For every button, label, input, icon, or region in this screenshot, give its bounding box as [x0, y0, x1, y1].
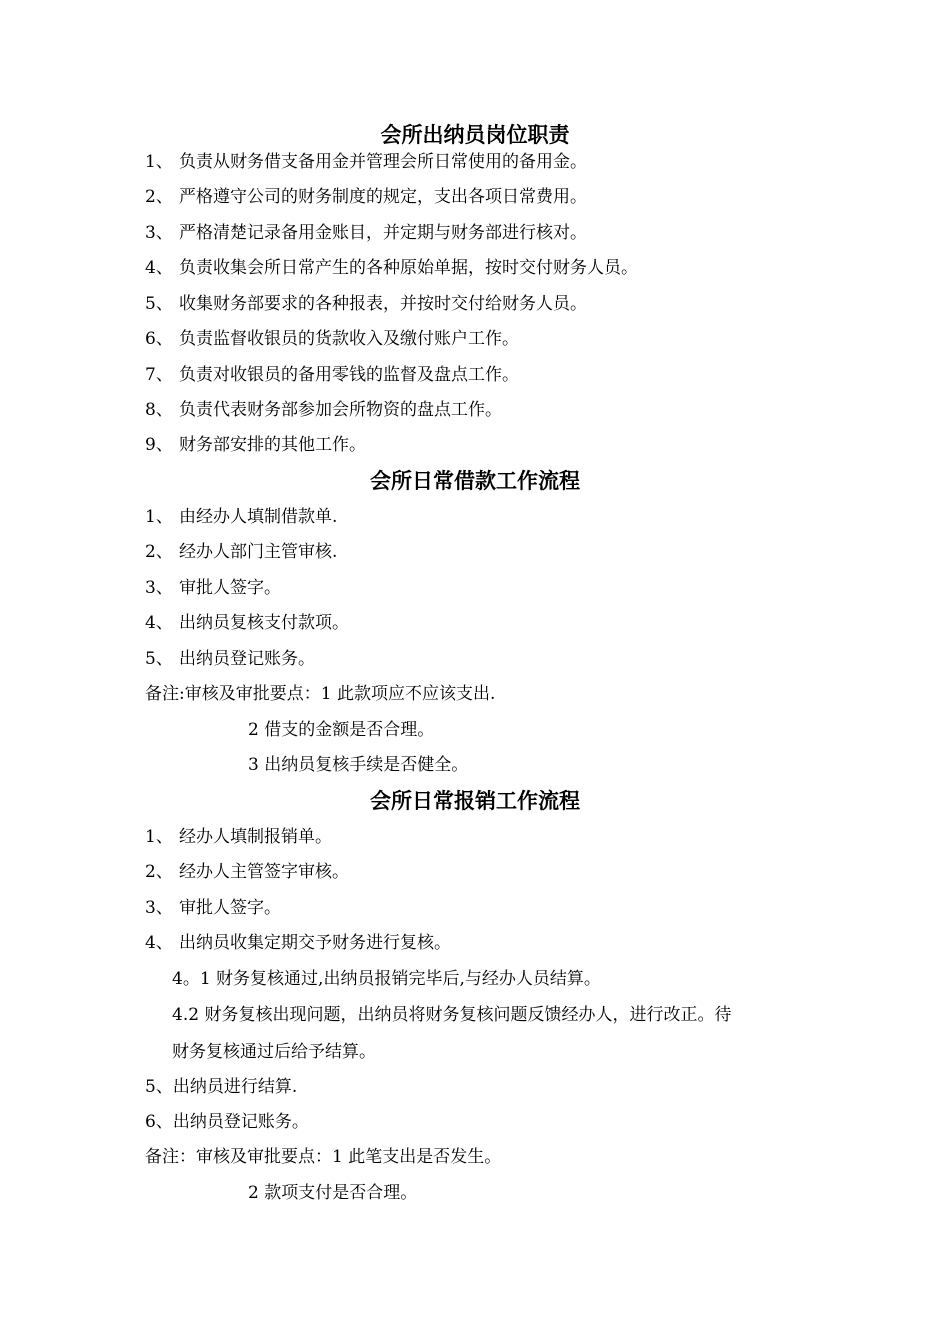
sub-item: 4。1 财务复核通过,出纳员报销完毕后,与经办人员结算。 — [172, 969, 601, 989]
item-text: 由经办人填制借款单. — [179, 507, 338, 527]
item-text: 出纳员复核支付款项。 — [179, 613, 349, 633]
item-text: 收集财务部要求的各种报表，并按时交付给财务人员。 — [179, 294, 587, 314]
item-number: 2、 — [145, 862, 173, 882]
item-text: 审批人签字。 — [179, 578, 281, 598]
note-line: 备注:审核及审批要点：1 此款项应不应该支出. — [145, 684, 496, 704]
item-number: 9、 — [145, 435, 173, 455]
item-number: 2、 — [145, 187, 173, 207]
list-item — [145, 293, 587, 315]
item-number: 1、 — [145, 507, 173, 527]
note-line: 3 出纳员复核手续是否健全。 — [248, 755, 469, 775]
list-item — [145, 577, 281, 599]
item-text: 出纳员收集定期交予财务进行复核。 — [179, 933, 451, 953]
item-text: 经办人主管签字审核。 — [179, 862, 349, 882]
list-item — [145, 897, 281, 919]
list-item — [145, 186, 587, 208]
list-item: 6、出纳员登记账务。 — [145, 1112, 309, 1132]
item-number: 4、 — [145, 258, 173, 278]
list-item — [145, 434, 366, 456]
item-text: 经办人部门主管审核. — [179, 542, 338, 562]
item-text: 经办人填制报销单。 — [179, 827, 332, 847]
list-item — [145, 506, 337, 528]
item-number: 3、 — [145, 898, 173, 918]
item-number: 7、 — [145, 365, 173, 385]
list-item: 5、出纳员进行结算. — [145, 1077, 298, 1097]
list-item — [145, 861, 349, 883]
item-text: 负责对收银员的备用零钱的监督及盘点工作。 — [179, 365, 519, 385]
item-number: 3、 — [145, 578, 173, 598]
item-text: 财务部安排的其他工作。 — [179, 435, 366, 455]
item-number: 5、 — [145, 649, 173, 669]
list-item — [145, 151, 587, 173]
item-number: 8、 — [145, 400, 173, 420]
item-text: 负责收集会所日常产生的各种原始单据，按时交付财务人员。 — [179, 258, 638, 278]
list-item — [145, 648, 315, 670]
item-text: 负责代表财务部参加会所物资的盘点工作。 — [179, 400, 502, 420]
item-number: 4、 — [145, 933, 173, 953]
item-text: 严格遵守公司的财务制度的规定，支出各项日常费用。 — [179, 187, 587, 207]
list-item — [145, 399, 502, 421]
list-item — [145, 932, 451, 954]
item-number: 1、 — [145, 152, 173, 172]
item-text: 负责从财务借支备用金并管理会所日常使用的备用金。 — [179, 152, 587, 172]
note-line: 2 款项支付是否合理。 — [248, 1183, 418, 1203]
sub-item: 4.2 财务复核出现问题，出纳员将财务复核问题反馈经办人，进行改正。待 — [172, 1005, 732, 1025]
item-number: 3、 — [145, 223, 173, 243]
item-number: 4、 — [145, 613, 173, 633]
list-item — [145, 257, 638, 279]
list-item — [145, 541, 337, 563]
item-number: 6、 — [145, 329, 173, 349]
list-item — [145, 222, 587, 244]
section-title-loan-process: 会所日常借款工作流程 — [370, 468, 580, 493]
list-item — [145, 328, 519, 350]
section-title-reimbursement-process: 会所日常报销工作流程 — [370, 788, 580, 813]
list-item — [145, 826, 332, 848]
item-text: 严格清楚记录备用金账目，并定期与财务部进行核对。 — [179, 223, 587, 243]
item-number: 5、 — [145, 294, 173, 314]
note-line: 备注：审核及审批要点：1 此笔支出是否发生。 — [145, 1147, 502, 1167]
item-number: 1、 — [145, 827, 173, 847]
sub-item-continuation: 财务复核通过后给予结算。 — [172, 1042, 376, 1062]
section-title-cashier-duties: 会所出纳员岗位职责 — [380, 122, 570, 147]
note-line: 2 借支的金额是否合理。 — [248, 720, 435, 740]
item-text: 负责监督收银员的货款收入及缴付账户工作。 — [179, 329, 519, 349]
list-item — [145, 364, 519, 386]
list-item — [145, 612, 349, 634]
item-text: 审批人签字。 — [179, 898, 281, 918]
item-number: 2、 — [145, 542, 173, 562]
item-text: 出纳员登记账务。 — [179, 649, 315, 669]
